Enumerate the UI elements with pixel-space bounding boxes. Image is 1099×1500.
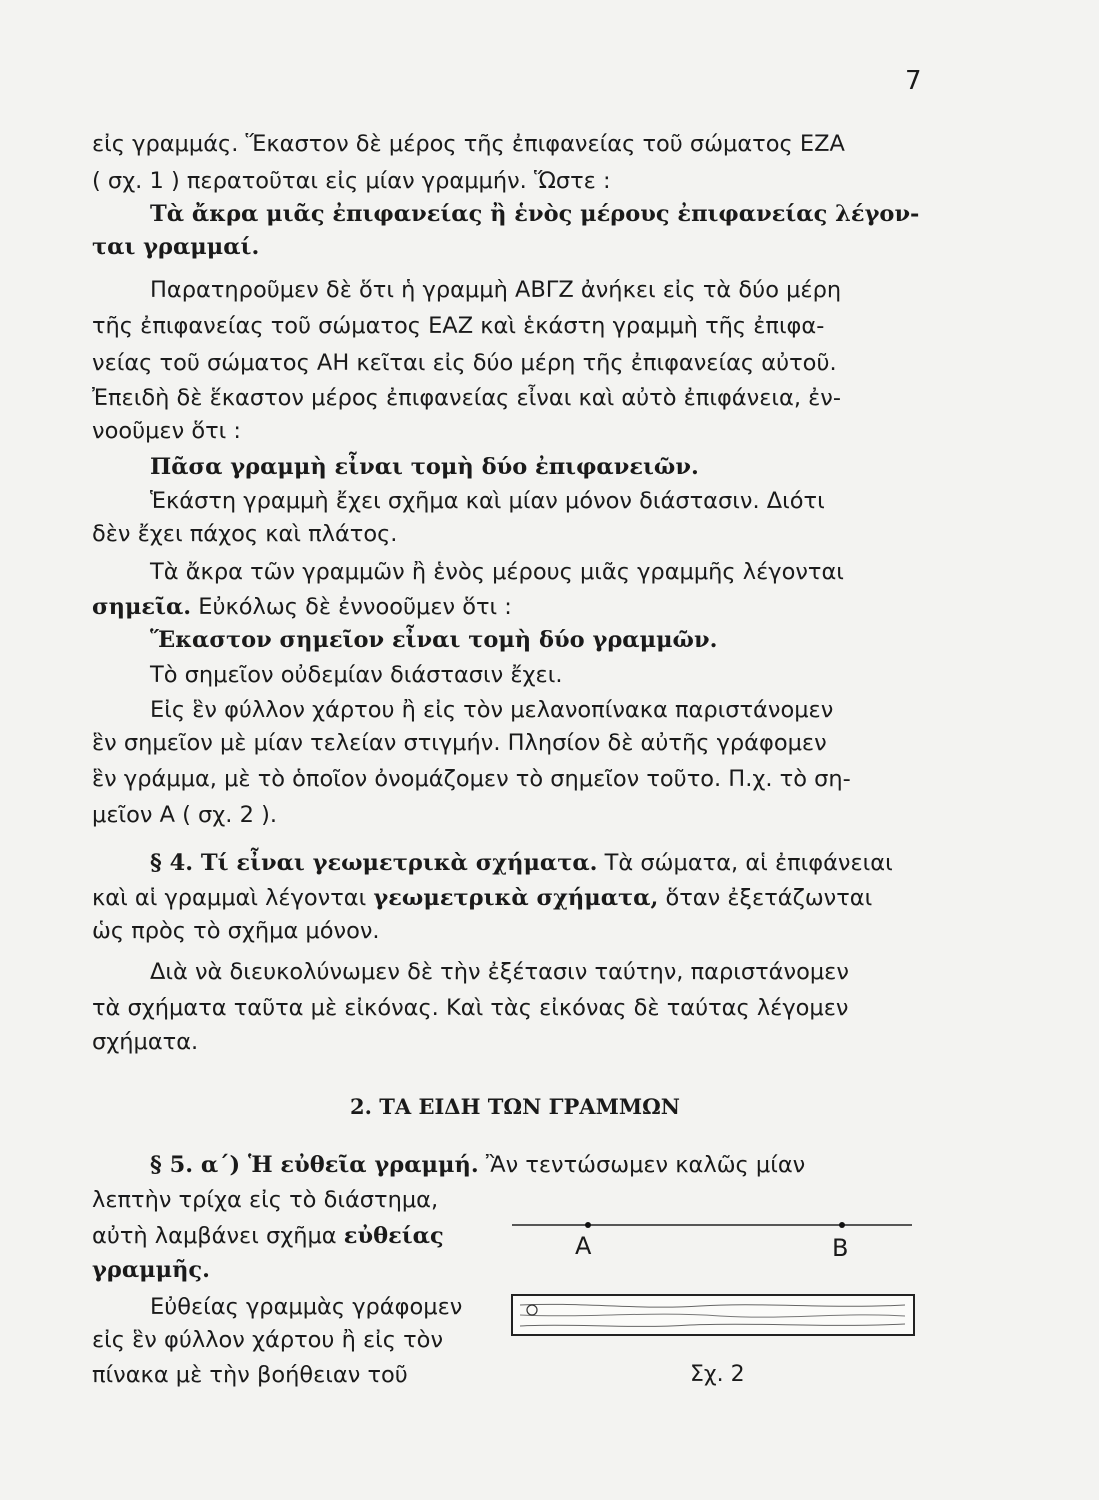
text-line: [150, 486, 825, 516]
text-run: ὅταν ἐξετάζωνται: [658, 885, 873, 911]
text-line: [92, 1027, 198, 1057]
text-line: [150, 848, 893, 878]
bold-text: γεωμετρικὰ σχήματα,: [373, 885, 659, 911]
text-line: [92, 383, 841, 413]
text-line: [92, 416, 241, 446]
text-line: [92, 800, 277, 830]
text-run: εἰς ἓν φύλλον χάρτου ἢ εἰς τὸν: [92, 1327, 444, 1353]
text-run: νείας τοῦ σώματος ΑΗ κεῖται εἰς δύο μέρη τῆς ἐπιφανείας αὐτοῦ.: [92, 350, 837, 376]
text-line: [92, 311, 824, 341]
text-run: ( σχ. 1 ) περατοῦται εἰς μίαν γραμμήν. Ὥστε :: [92, 168, 611, 194]
text-run: Τὰ σώματα, αἱ ἐπιφάνειαι: [597, 850, 893, 876]
text-line: [92, 232, 259, 262]
text-run: λεπτὴν τρίχα εἰς τὸ διάστημα,: [92, 1187, 439, 1213]
text-run: Τὸ σημεῖον οὐδεμίαν διάστασιν ἔχει.: [150, 662, 563, 688]
text-run: ὡς πρὸς τὸ σχῆμα μόνον.: [92, 918, 380, 944]
text-run: Εἰς ἓν φύλλον χάρτου ἢ εἰς τὸν μελανοπίνακα παριστάνομεν: [150, 697, 834, 723]
text-run: τῆς ἐπιφανείας τοῦ σώματος ΕΑΖ καὶ ἑκάστη γραμμὴ τῆς ἐπιφα-: [92, 313, 825, 339]
bold-text: εὐθείας: [343, 1223, 444, 1249]
text-line: [92, 1360, 408, 1390]
text-run: Παρατηροῦμεν δὲ ὅτι ἡ γραμμὴ ΑΒΓΖ ἀνήκει εἰς τὰ δύο μέρη: [150, 277, 842, 303]
bold-text: Τὰ ἄκρα μιᾶς ἐπιφανείας ἢ ἑνὸς μέρους ἐπιφανείας λέγον-: [150, 201, 920, 227]
text-line: [150, 1292, 462, 1322]
text-run: Τὰ ἄκρα τῶν γραμμῶν ἢ ἑνὸς μέρους μιᾶς γραμμῆς λέγονται: [150, 559, 844, 585]
bold-text: Πᾶσα γραμμὴ εἶναι τομὴ δύο ἐπιφανειῶν.: [150, 454, 699, 480]
text-run: Εὐκόλως δὲ ἐννοοῦμεν ὅτι :: [191, 594, 512, 620]
label-b: Β: [832, 1234, 849, 1262]
text-line: [150, 557, 844, 587]
label-a: Α: [575, 1232, 592, 1260]
text-run: νοοῦμεν ὅτι :: [92, 418, 241, 444]
text-line: [92, 883, 872, 913]
text-run: Ἂν τεντώσωμεν καλῶς μίαν: [478, 1152, 806, 1178]
text-line: [92, 166, 611, 196]
bold-text: ται γραμμαί.: [92, 234, 260, 260]
text-line: [150, 695, 833, 725]
text-run: Εὐθείας γραμμὰς γράφομεν: [150, 1294, 463, 1320]
text-run: καὶ αἱ γραμμαὶ λέγονται: [92, 885, 374, 911]
text-line: [150, 625, 717, 655]
text-run: δὲν ἔχει πάχος καὶ πλάτος.: [92, 521, 398, 547]
text-run: σχήματα.: [92, 1029, 199, 1055]
bold-text: Ἕκαστον σημεῖον εἶναι τομὴ δύο γραμμῶν.: [150, 627, 718, 653]
point-b-dot: [839, 1222, 845, 1228]
text-line: [150, 452, 699, 482]
text-run: εἰς γραμμάς. Ἕκαστον δὲ μέρος τῆς ἐπιφανείας τοῦ σώματος ΕΖΑ: [92, 131, 845, 157]
text-run: Ἑκάστη γραμμὴ ἔχει σχῆμα καὶ μίαν μόνον διάστασιν. Διότι: [150, 488, 825, 514]
text-line: [150, 660, 562, 690]
text-line: [92, 916, 380, 946]
text-line: [92, 1185, 438, 1215]
bold-text: σημεῖα.: [92, 594, 192, 620]
text-run: Διὰ νὰ διευκολύνωμεν δὲ τὴν ἐξέτασιν ταύτην, παριστάνομεν: [150, 959, 849, 985]
text-run: τὰ σχήματα ταῦτα μὲ εἰκόνας. Καὶ τὰς εἰκόνας δὲ ταύτας λέγομεν: [92, 995, 849, 1021]
text-line: [92, 1221, 444, 1251]
figure-caption: Σχ. 2: [690, 1362, 745, 1387]
text-line: [92, 728, 827, 758]
text-run: πίνακα μὲ τὴν βοήθειαν τοῦ: [92, 1362, 408, 1388]
text-line: [92, 348, 837, 378]
section-heading: 2. ΤΑ ΕΙΔΗ ΤΩΝ ΓΡΑΜΜΩΝ: [350, 1094, 680, 1119]
figure-2: [500, 1210, 920, 1350]
text-line: [92, 129, 845, 159]
bold-text: § 4. Τί εἶναι γεωμετρικὰ σχήματα.: [150, 850, 598, 876]
bold-text: § 5. α΄) Ἡ εὐθεῖα γραμμή.: [150, 1152, 479, 1178]
point-a-dot: [585, 1222, 591, 1228]
text-line: [150, 199, 919, 229]
bold-text: γραμμῆς.: [92, 1257, 210, 1283]
text-line: [150, 1150, 805, 1180]
text-line: [92, 993, 848, 1023]
text-line: [150, 957, 849, 987]
text-run: ἓν γράμμα, μὲ τὸ ὁποῖον ὀνομάζομεν τὸ σημεῖον τοῦτο. Π.χ. τὸ ση-: [92, 766, 851, 792]
text-line: [150, 275, 841, 305]
text-line: [92, 592, 512, 622]
text-run: ἓν σημεῖον μὲ μίαν τελείαν στιγμήν. Πλησίον δὲ αὐτῆς γράφομεν: [92, 730, 827, 756]
text-run: μεῖον Α ( σχ. 2 ).: [92, 802, 278, 828]
text-run: Ἐπειδὴ δὲ ἕκαστον μέρος ἐπιφανείας εἶναι καὶ αὐτὸ ἐπιφάνεια, ἐν-: [92, 385, 841, 411]
text-line: [92, 519, 397, 549]
page-number: 7: [905, 66, 922, 96]
text-line: [92, 764, 851, 794]
text-line: [92, 1325, 443, 1355]
text-run: αὐτὴ λαμβάνει σχῆμα: [92, 1223, 344, 1249]
text-line: [92, 1255, 210, 1285]
